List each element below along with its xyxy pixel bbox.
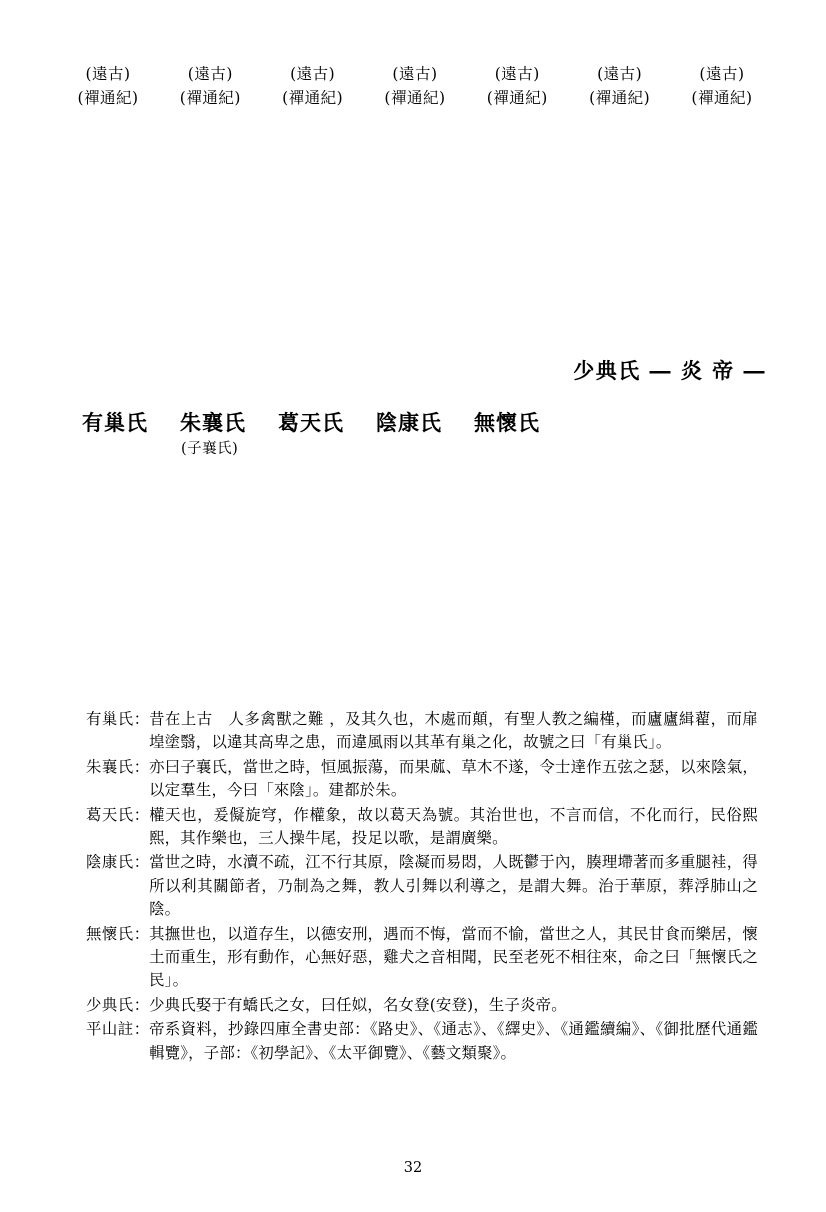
note-text: 其撫世也，以道存生，以德安刑，遇而不悔，當而不愉，當世之人，其民甘食而樂居，懷土而重生，形有動作，心無好惡，雞犬之音相聞，民至老死不相往來，命之曰「無懷氏之民」。 [149,924,758,990]
note-colon: ： [133,757,150,776]
era-marker-line2: (禪通紀) [589,89,651,108]
era-marker [60,62,156,110]
note-label: 朱襄氏 [86,757,134,776]
note-label: 陰康氏 [86,853,134,872]
era-marker [469,62,565,110]
page-number: 32 [403,1160,423,1176]
note-colon: ： [133,1020,150,1039]
note-text: 少典氏娶于有蟜氏之女，曰任姒，名女登(安登)，生子炎帝。 [149,995,567,1014]
note-colon: ： [133,853,150,872]
note-colon: ： [133,924,150,943]
note-text: 昔在上古 人多禽獸之難 ，及其久也，木處而顛，有聖人教之編槿，而廬廬緝藋，而扉堭塗翳，以違其高卑之患，而違風雨以其革有巢之化，故號之曰「有巢氏」。 [149,710,758,752]
era-marker-line1: (遠古) [85,65,131,83]
clan-name: 有巢氏 [82,410,148,435]
clan-name: 葛天氏 [278,410,344,435]
note-text: 帝系資料，抄錄四庫全書史部：《路史》、《通志》、《繹史》、《通鑑續編》、《御批歷代通鑑輯覽》，子部：《初學記》、《太平御覽》、《藝文類聚》。 [149,1020,758,1062]
note-entry [86,804,758,851]
note-text: 權天也，爰儗旋穹，作權象，故以葛天為號。其治世也，不言而信，不化而行，民俗熙熙，其作樂也，三人操牛尾，投足以歌，是謂廣樂。 [149,805,758,848]
era-marker-line2: (禪通紀) [77,89,139,108]
note-colon: ： [133,995,150,1014]
note-entry [86,923,758,993]
era-marker-line2: (禪通紀) [384,89,446,108]
era-marker-line2: (禪通紀) [282,89,344,108]
clan-name: 朱襄氏 [180,410,246,435]
note-label: 少典氏 [86,995,134,1014]
era-marker-line1: (遠古) [494,65,540,83]
era-marker-line1: (遠古) [290,65,336,83]
note-entry [86,756,758,803]
note-colon: ： [133,805,150,824]
note-colon: ： [133,710,150,728]
era-marker-line1: (遠古) [187,65,233,83]
note-entry [86,994,758,1017]
era-marker-line1: (遠古) [699,65,745,83]
note-label: 平山註 [86,1020,134,1039]
note-text: 亦曰子襄氏，當世之時，恒風振蕩，而果蓏、草木不遂，令士達作五弦之瑟，以來陰氣，以定羣生，今曰「來陰」。建都於朱。 [149,757,758,800]
note-label: 無懷氏 [86,924,134,943]
era-marker-line2: (禪通紀) [486,89,548,108]
era-marker [572,62,668,110]
note-entry [86,1018,758,1065]
clan-name: 無懷氏 [474,410,540,435]
era-marker [162,62,258,110]
notes-block [86,708,758,1066]
clan-subname: (子襄氏) [181,441,239,457]
era-marker [674,62,770,110]
era-marker-line1: (遠古) [392,65,438,83]
note-label: 有巢氏 [86,710,134,728]
era-marker-line1: (遠古) [597,65,643,83]
era-marker-line2: (禪通紀) [691,89,753,108]
era-marker [265,62,361,110]
note-entry [86,708,758,755]
note-text: 當世之時，水瀆不疏，江不行其原，陰凝而易悶，人既鬱于內，腠理墆著而多重腿袿，得所以利其關節者，乃制為之舞，教人引舞以利導之，是謂大舞。治于華原，葬浮肺山之陰。 [149,853,758,919]
note-label: 葛天氏 [86,805,134,824]
clan-name: 陰康氏 [376,410,442,435]
lineage-line: 少典氏 ― 炎 帝 ― [573,358,766,383]
era-marker-line2: (禪通紀) [179,89,241,108]
era-marker-row [60,62,770,110]
era-marker [367,62,463,110]
note-entry [86,851,758,921]
